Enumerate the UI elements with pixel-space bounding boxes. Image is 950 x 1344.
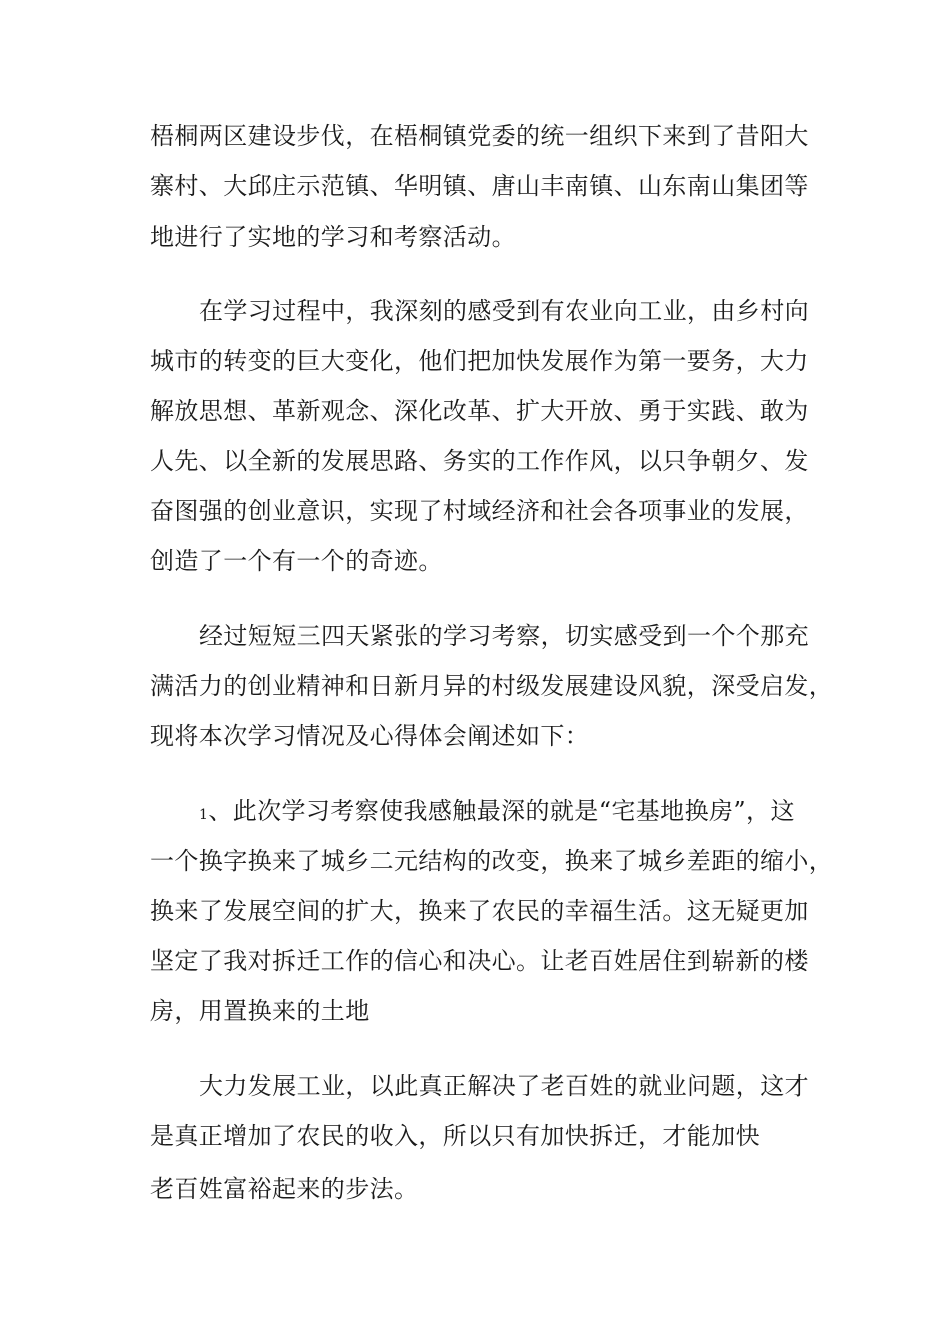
text-line: 寨村、大邱庄示范镇、华明镇、唐山丰南镇、山东南山集团等 <box>150 172 809 200</box>
text-line: 换来了发展空间的扩大，换来了农民的幸福生活。这无疑更加 <box>150 897 809 925</box>
text-line: 人先、以全新的发展思路、务实的工作作风，以只争朝夕、发 <box>150 447 809 475</box>
text-line: 现将本次学习情况及心得体会阐述如下： <box>150 722 590 750</box>
text-line: 满活力的创业精神和日新月异的村级发展建设风貌，深受启发， <box>150 672 834 700</box>
text-line: 解放思想、革新观念、深化改革、扩大开放、勇于实践、敢为 <box>150 397 809 425</box>
text-line: 梧桐两区建设步伐，在梧桐镇党委的统一组织下来到了昔阳大 <box>150 122 809 150</box>
item-text: 、此次学习考察使我感触最深的就是“宅基地换房”，这 <box>208 797 795 825</box>
text-line: 一个换字换来了城乡二元结构的改变，换来了城乡差距的缩小， <box>150 847 834 875</box>
text-line: 城市的转变的巨大变化，他们把加快发展作为第一要务，大力 <box>150 347 809 375</box>
item-number: 1 <box>199 807 209 823</box>
text-line: 在学习过程中，我深刻的感受到有农业向工业，由乡村向 <box>199 297 809 325</box>
text-line: 大力发展工业，以此真正解决了老百姓的就业问题，这才 <box>199 1072 809 1100</box>
text-line: 坚定了我对拆迁工作的信心和决心。让老百姓居住到崭新的楼 <box>150 947 809 975</box>
text-line: 地进行了实地的学习和考察活动。 <box>150 223 516 251</box>
text-line: 老百姓富裕起来的步法。 <box>150 1175 419 1203</box>
text-line: 奋图强的创业意识，实现了村域经济和社会各项事业的发展， <box>150 497 809 525</box>
text-line <box>199 796 795 830</box>
text-line: 经过短短三四天紧张的学习考察，切实感受到一个个那充 <box>199 622 809 650</box>
text-line: 房，用置换来的土地 <box>150 997 370 1025</box>
text-line: 创造了一个有一个的奇迹。 <box>150 547 443 575</box>
text-line: 是真正增加了农民的收入，所以只有加快拆迁，才能加快 <box>150 1122 760 1150</box>
